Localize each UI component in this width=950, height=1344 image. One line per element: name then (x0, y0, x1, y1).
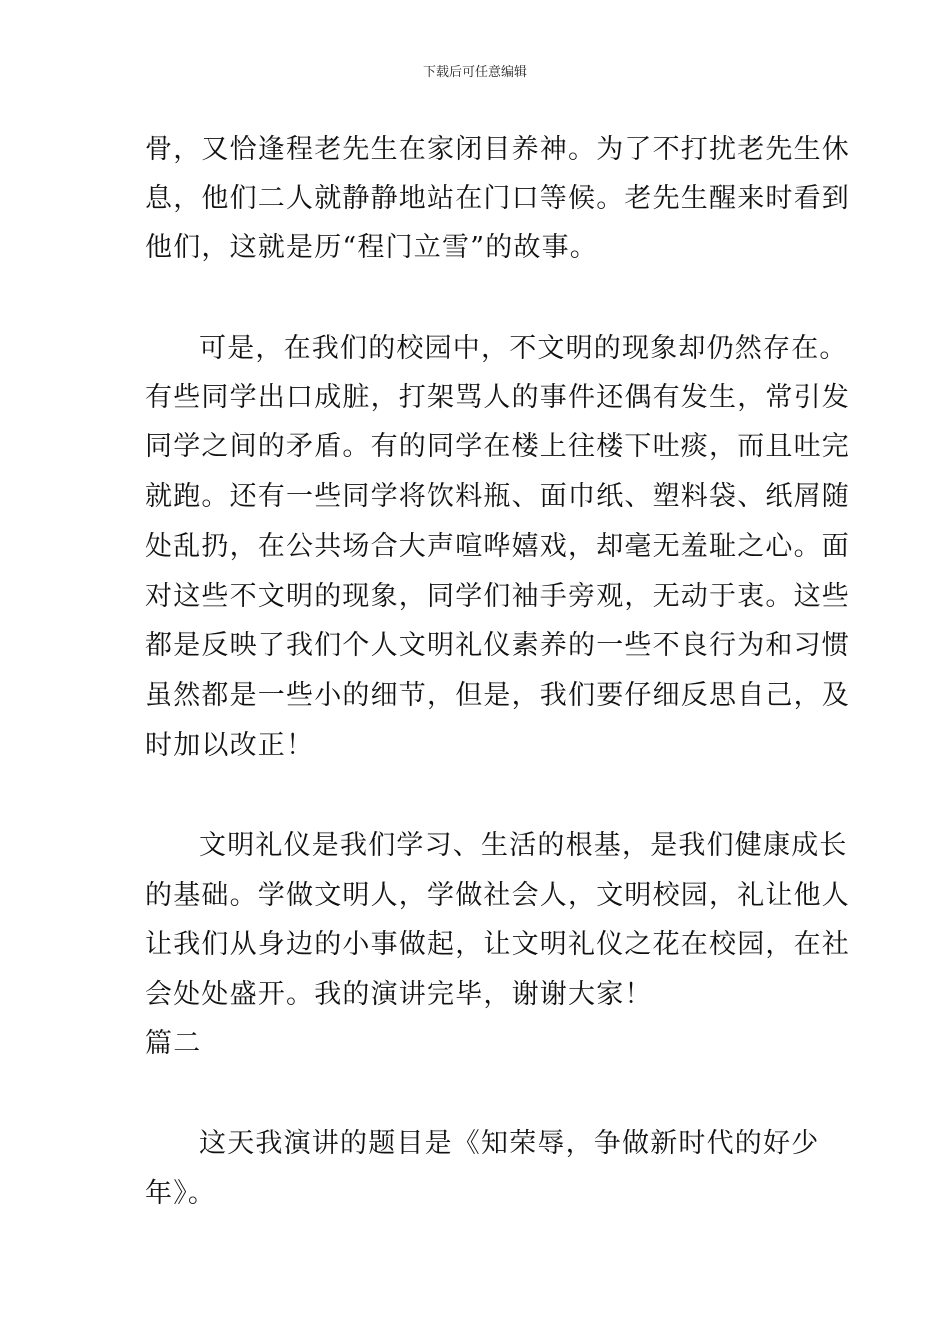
text-line: 让我们从身边的小事做起，让文明礼仪之花在校园，在社 (145, 929, 850, 960)
text-line: 处乱扔，在公共场合大声喧哗嬉戏，却毫无羞耻之心。面 (145, 531, 850, 562)
paragraph-start-line: 文明礼仪是我们学习、生活的根基，是我们健康成长 (199, 830, 848, 861)
text-line: 骨，又恰逢程老先生在家闭目养神。为了不打扰老先生休 (145, 134, 850, 165)
text-line: 他们，这就是历“程门立雪”的故事。 (145, 232, 599, 263)
text-line: 同学之间的矛盾。有的同学在楼上往楼下吐痰，而且吐完 (145, 431, 850, 462)
text-line: 时加以改正！ (145, 730, 315, 761)
text-line: 会处处盛开。我的演讲完毕，谢谢大家！ (145, 979, 653, 1010)
text-line: 对这些不文明的现象，同学们袖手旁观，无动于衷。这些 (145, 581, 850, 612)
text-line: 都是反映了我们个人文明礼仪素养的一些不良行为和习惯 (145, 630, 850, 661)
text-line: 虽然都是一些小的细节，但是，我们要仔细反思自己，及 (145, 680, 850, 711)
text-line: 的基础。学做文明人，学做社会人，文明校园，礼让他人 (145, 880, 850, 911)
section-heading: 篇二 (145, 1028, 202, 1059)
text-line: 年》。 (145, 1178, 217, 1209)
text-line: 有些同学出口成脏，打架骂人的事件还偶有发生，常引发 (145, 382, 850, 413)
text-line: 息，他们二人就静静地站在门口等候。老先生醒来时看到 (145, 183, 850, 214)
text-line: 就跑。还有一些同学将饮料瓶、面巾纸、塑料袋、纸屑随 (145, 481, 850, 512)
page-header: 下载后可任意编辑 (422, 65, 527, 80)
paragraph-start-line: 这天我演讲的题目是《知荣辱，争做新时代的好少 (199, 1128, 820, 1159)
paragraph-start-line: 可是，在我们的校园中，不文明的现象却仍然存在。 (199, 333, 848, 364)
